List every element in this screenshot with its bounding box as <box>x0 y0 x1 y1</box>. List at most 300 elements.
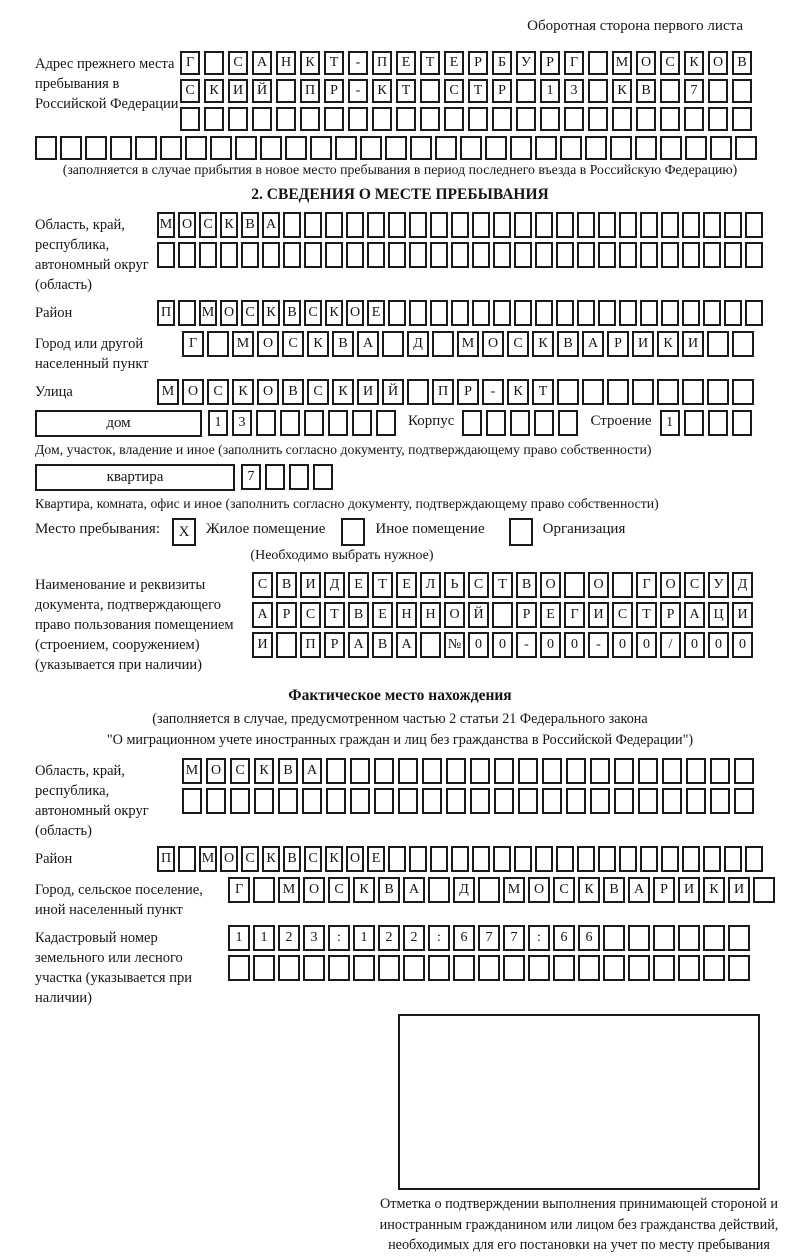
char-cell[interactable] <box>451 846 469 872</box>
char-cell[interactable] <box>514 300 532 326</box>
char-cell[interactable] <box>640 242 658 268</box>
char-cell[interactable] <box>199 242 217 268</box>
char-cell[interactable] <box>446 788 466 814</box>
char-cell[interactable]: П <box>157 300 175 326</box>
char-cell[interactable] <box>640 212 658 238</box>
char-cell[interactable] <box>534 410 554 436</box>
char-cell[interactable]: С <box>241 300 259 326</box>
char-cell[interactable] <box>638 758 658 784</box>
char-cell[interactable] <box>590 758 610 784</box>
char-cell[interactable] <box>420 79 440 103</box>
char-cell[interactable]: Д <box>732 572 753 598</box>
char-cell[interactable]: - <box>482 379 504 405</box>
char-cell[interactable] <box>446 758 466 784</box>
char-cell[interactable] <box>710 758 730 784</box>
char-cell[interactable] <box>732 331 754 357</box>
char-cell[interactable]: 7 <box>478 925 500 951</box>
char-cell[interactable] <box>577 212 595 238</box>
char-cell[interactable]: И <box>632 331 654 357</box>
char-cell[interactable] <box>588 51 608 75</box>
char-cell[interactable] <box>707 379 729 405</box>
char-cell[interactable]: А <box>582 331 604 357</box>
char-cell[interactable] <box>510 410 530 436</box>
char-cell[interactable]: Г <box>228 877 250 903</box>
char-cell[interactable] <box>325 212 343 238</box>
char-cell[interactable]: Й <box>382 379 404 405</box>
char-cell[interactable] <box>662 788 682 814</box>
char-cell[interactable] <box>577 300 595 326</box>
char-cell[interactable] <box>420 107 440 131</box>
char-cell[interactable] <box>493 846 511 872</box>
char-cell[interactable]: П <box>300 632 321 658</box>
char-cell[interactable]: 0 <box>684 632 705 658</box>
char-cell[interactable] <box>451 242 469 268</box>
char-cell[interactable] <box>516 79 536 103</box>
char-cell[interactable] <box>325 242 343 268</box>
char-cell[interactable]: В <box>283 300 301 326</box>
char-cell[interactable]: П <box>372 51 392 75</box>
char-cell[interactable] <box>253 877 275 903</box>
char-cell[interactable]: Е <box>367 846 385 872</box>
char-cell[interactable] <box>685 136 707 160</box>
char-cell[interactable] <box>492 107 512 131</box>
char-cell[interactable]: Г <box>182 331 204 357</box>
char-cell[interactable]: Р <box>653 877 675 903</box>
char-cell[interactable]: М <box>157 212 175 238</box>
char-cell[interactable] <box>745 846 763 872</box>
char-cell[interactable] <box>732 379 754 405</box>
char-cell[interactable]: Г <box>564 602 585 628</box>
char-cell[interactable] <box>210 136 232 160</box>
char-cell[interactable] <box>492 602 513 628</box>
char-cell[interactable] <box>260 136 282 160</box>
char-cell[interactable] <box>598 212 616 238</box>
char-cell[interactable]: Е <box>367 300 385 326</box>
char-cell[interactable]: С <box>282 331 304 357</box>
char-cell[interactable] <box>460 136 482 160</box>
char-cell[interactable] <box>612 572 633 598</box>
char-cell[interactable] <box>703 242 721 268</box>
char-cell[interactable] <box>614 788 634 814</box>
char-cell[interactable] <box>409 846 427 872</box>
char-cell[interactable]: С <box>468 572 489 598</box>
char-cell[interactable]: Е <box>444 51 464 75</box>
char-cell[interactable] <box>588 107 608 131</box>
char-cell[interactable]: К <box>532 331 554 357</box>
char-cell[interactable]: К <box>325 300 343 326</box>
char-cell[interactable] <box>265 464 285 490</box>
apartment-type-box[interactable]: квартира <box>35 464 235 491</box>
char-cell[interactable]: К <box>232 379 254 405</box>
char-cell[interactable] <box>353 955 375 981</box>
char-cell[interactable] <box>662 758 682 784</box>
char-cell[interactable] <box>280 410 300 436</box>
organization-checkbox[interactable] <box>509 518 533 546</box>
char-cell[interactable] <box>703 212 721 238</box>
char-cell[interactable] <box>160 136 182 160</box>
char-cell[interactable]: - <box>348 51 368 75</box>
char-cell[interactable]: О <box>220 300 238 326</box>
char-cell[interactable] <box>703 300 721 326</box>
char-cell[interactable] <box>556 846 574 872</box>
char-cell[interactable]: И <box>228 79 248 103</box>
char-cell[interactable] <box>566 788 586 814</box>
char-cell[interactable]: В <box>276 572 297 598</box>
char-cell[interactable] <box>734 788 754 814</box>
char-cell[interactable]: К <box>325 846 343 872</box>
char-cell[interactable]: О <box>588 572 609 598</box>
char-cell[interactable] <box>560 136 582 160</box>
char-cell[interactable]: 0 <box>708 632 729 658</box>
char-cell[interactable]: 3 <box>232 410 252 436</box>
char-cell[interactable] <box>256 410 276 436</box>
char-cell[interactable]: О <box>540 572 561 598</box>
char-cell[interactable] <box>346 212 364 238</box>
char-cell[interactable]: Р <box>540 51 560 75</box>
char-cell[interactable] <box>661 212 679 238</box>
char-cell[interactable] <box>619 300 637 326</box>
char-cell[interactable]: В <box>283 846 301 872</box>
char-cell[interactable]: Г <box>564 51 584 75</box>
char-cell[interactable]: Е <box>396 572 417 598</box>
char-cell[interactable] <box>528 955 550 981</box>
char-cell[interactable] <box>472 212 490 238</box>
char-cell[interactable]: С <box>228 51 248 75</box>
char-cell[interactable]: Р <box>607 331 629 357</box>
char-cell[interactable]: Б <box>492 51 512 75</box>
char-cell[interactable]: Т <box>420 51 440 75</box>
char-cell[interactable] <box>707 331 729 357</box>
char-cell[interactable] <box>494 788 514 814</box>
char-cell[interactable]: 1 <box>540 79 560 103</box>
char-cell[interactable]: 3 <box>564 79 584 103</box>
char-cell[interactable]: В <box>332 331 354 357</box>
char-cell[interactable]: К <box>307 331 329 357</box>
char-cell[interactable] <box>708 410 728 436</box>
char-cell[interactable] <box>235 136 257 160</box>
char-cell[interactable] <box>732 79 752 103</box>
char-cell[interactable] <box>628 925 650 951</box>
char-cell[interactable] <box>178 242 196 268</box>
residential-checkbox[interactable]: X <box>172 518 196 546</box>
char-cell[interactable] <box>398 788 418 814</box>
char-cell[interactable] <box>486 410 506 436</box>
char-cell[interactable]: - <box>348 79 368 103</box>
char-cell[interactable]: Т <box>372 572 393 598</box>
char-cell[interactable]: В <box>603 877 625 903</box>
char-cell[interactable] <box>708 79 728 103</box>
char-cell[interactable] <box>204 51 224 75</box>
char-cell[interactable] <box>180 107 200 131</box>
char-cell[interactable] <box>388 212 406 238</box>
char-cell[interactable] <box>535 846 553 872</box>
char-cell[interactable] <box>684 410 704 436</box>
char-cell[interactable] <box>535 212 553 238</box>
char-cell[interactable]: 0 <box>492 632 513 658</box>
char-cell[interactable] <box>577 242 595 268</box>
char-cell[interactable]: К <box>372 79 392 103</box>
char-cell[interactable]: С <box>241 846 259 872</box>
char-cell[interactable]: А <box>684 602 705 628</box>
char-cell[interactable] <box>535 136 557 160</box>
char-cell[interactable] <box>398 758 418 784</box>
char-cell[interactable]: О <box>178 212 196 238</box>
char-cell[interactable]: Г <box>636 572 657 598</box>
char-cell[interactable] <box>478 955 500 981</box>
char-cell[interactable]: А <box>302 758 322 784</box>
char-cell[interactable] <box>385 136 407 160</box>
char-cell[interactable] <box>374 758 394 784</box>
char-cell[interactable] <box>360 136 382 160</box>
char-cell[interactable]: К <box>353 877 375 903</box>
char-cell[interactable] <box>388 846 406 872</box>
char-cell[interactable] <box>686 788 706 814</box>
char-cell[interactable]: 1 <box>353 925 375 951</box>
char-cell[interactable] <box>352 410 372 436</box>
char-cell[interactable] <box>703 955 725 981</box>
char-cell[interactable] <box>603 955 625 981</box>
char-cell[interactable]: Р <box>457 379 479 405</box>
char-cell[interactable] <box>283 212 301 238</box>
char-cell[interactable]: С <box>304 300 322 326</box>
char-cell[interactable]: Е <box>540 602 561 628</box>
char-cell[interactable]: О <box>346 300 364 326</box>
char-cell[interactable] <box>728 925 750 951</box>
char-cell[interactable]: Р <box>516 602 537 628</box>
char-cell[interactable] <box>430 300 448 326</box>
char-cell[interactable] <box>428 955 450 981</box>
char-cell[interactable] <box>553 955 575 981</box>
char-cell[interactable]: Р <box>324 632 345 658</box>
char-cell[interactable] <box>728 955 750 981</box>
char-cell[interactable] <box>472 846 490 872</box>
char-cell[interactable]: И <box>732 602 753 628</box>
char-cell[interactable] <box>276 107 296 131</box>
char-cell[interactable]: О <box>444 602 465 628</box>
char-cell[interactable]: Е <box>396 51 416 75</box>
char-cell[interactable] <box>388 242 406 268</box>
char-cell[interactable] <box>598 242 616 268</box>
char-cell[interactable] <box>660 79 680 103</box>
char-cell[interactable] <box>372 107 392 131</box>
char-cell[interactable]: Д <box>407 331 429 357</box>
char-cell[interactable]: В <box>278 758 298 784</box>
char-cell[interactable]: 0 <box>564 632 585 658</box>
char-cell[interactable] <box>304 212 322 238</box>
char-cell[interactable] <box>453 955 475 981</box>
char-cell[interactable] <box>60 136 82 160</box>
char-cell[interactable] <box>564 107 584 131</box>
char-cell[interactable]: Т <box>324 602 345 628</box>
char-cell[interactable]: 6 <box>553 925 575 951</box>
char-cell[interactable]: А <box>252 51 272 75</box>
char-cell[interactable] <box>432 331 454 357</box>
char-cell[interactable] <box>556 300 574 326</box>
char-cell[interactable] <box>409 300 427 326</box>
char-cell[interactable]: И <box>682 331 704 357</box>
char-cell[interactable] <box>598 300 616 326</box>
char-cell[interactable] <box>753 877 775 903</box>
char-cell[interactable]: О <box>182 379 204 405</box>
char-cell[interactable] <box>653 925 675 951</box>
char-cell[interactable]: О <box>660 572 681 598</box>
char-cell[interactable]: - <box>588 632 609 658</box>
char-cell[interactable] <box>185 136 207 160</box>
char-cell[interactable] <box>514 242 532 268</box>
char-cell[interactable] <box>518 758 538 784</box>
char-cell[interactable]: 0 <box>636 632 657 658</box>
char-cell[interactable] <box>346 242 364 268</box>
char-cell[interactable]: 1 <box>208 410 228 436</box>
char-cell[interactable] <box>542 788 562 814</box>
char-cell[interactable] <box>182 788 202 814</box>
char-cell[interactable]: / <box>660 632 681 658</box>
char-cell[interactable] <box>430 212 448 238</box>
char-cell[interactable] <box>734 758 754 784</box>
char-cell[interactable]: 6 <box>578 925 600 951</box>
char-cell[interactable] <box>493 300 511 326</box>
char-cell[interactable] <box>302 788 322 814</box>
char-cell[interactable]: С <box>230 758 250 784</box>
char-cell[interactable]: И <box>300 572 321 598</box>
char-cell[interactable]: № <box>444 632 465 658</box>
char-cell[interactable]: И <box>357 379 379 405</box>
char-cell[interactable] <box>472 300 490 326</box>
char-cell[interactable]: О <box>257 379 279 405</box>
char-cell[interactable]: С <box>300 602 321 628</box>
char-cell[interactable] <box>422 758 442 784</box>
char-cell[interactable] <box>661 242 679 268</box>
char-cell[interactable] <box>732 107 752 131</box>
char-cell[interactable] <box>557 379 579 405</box>
char-cell[interactable] <box>276 632 297 658</box>
char-cell[interactable]: В <box>241 212 259 238</box>
char-cell[interactable] <box>603 925 625 951</box>
char-cell[interactable]: - <box>516 632 537 658</box>
char-cell[interactable] <box>510 136 532 160</box>
char-cell[interactable] <box>585 136 607 160</box>
char-cell[interactable] <box>535 242 553 268</box>
char-cell[interactable] <box>285 136 307 160</box>
char-cell[interactable] <box>710 136 732 160</box>
char-cell[interactable]: : <box>428 925 450 951</box>
char-cell[interactable] <box>678 925 700 951</box>
char-cell[interactable] <box>220 242 238 268</box>
char-cell[interactable]: И <box>252 632 273 658</box>
char-cell[interactable]: П <box>157 846 175 872</box>
char-cell[interactable] <box>204 107 224 131</box>
char-cell[interactable] <box>289 464 309 490</box>
char-cell[interactable]: Р <box>324 79 344 103</box>
char-cell[interactable] <box>724 242 742 268</box>
char-cell[interactable]: С <box>304 846 322 872</box>
char-cell[interactable] <box>462 410 482 436</box>
char-cell[interactable]: Е <box>372 602 393 628</box>
char-cell[interactable]: 1 <box>660 410 680 436</box>
char-cell[interactable]: В <box>732 51 752 75</box>
char-cell[interactable]: К <box>204 79 224 103</box>
char-cell[interactable]: С <box>207 379 229 405</box>
char-cell[interactable] <box>556 242 574 268</box>
char-cell[interactable]: Ц <box>708 602 729 628</box>
char-cell[interactable]: К <box>332 379 354 405</box>
char-cell[interactable] <box>326 788 346 814</box>
char-cell[interactable] <box>304 242 322 268</box>
char-cell[interactable] <box>745 242 763 268</box>
char-cell[interactable] <box>619 212 637 238</box>
char-cell[interactable]: Т <box>468 79 488 103</box>
char-cell[interactable]: Й <box>252 79 272 103</box>
char-cell[interactable] <box>514 846 532 872</box>
char-cell[interactable]: С <box>553 877 575 903</box>
char-cell[interactable]: К <box>657 331 679 357</box>
char-cell[interactable] <box>619 242 637 268</box>
char-cell[interactable]: С <box>307 379 329 405</box>
char-cell[interactable] <box>252 107 272 131</box>
char-cell[interactable]: И <box>728 877 750 903</box>
char-cell[interactable]: И <box>588 602 609 628</box>
char-cell[interactable] <box>254 788 274 814</box>
char-cell[interactable] <box>470 788 490 814</box>
char-cell[interactable] <box>328 955 350 981</box>
char-cell[interactable]: Т <box>636 602 657 628</box>
char-cell[interactable] <box>310 136 332 160</box>
char-cell[interactable]: Е <box>348 572 369 598</box>
char-cell[interactable] <box>682 242 700 268</box>
char-cell[interactable]: П <box>300 79 320 103</box>
char-cell[interactable]: М <box>457 331 479 357</box>
char-cell[interactable]: Т <box>492 572 513 598</box>
char-cell[interactable]: С <box>199 212 217 238</box>
char-cell[interactable] <box>230 788 250 814</box>
char-cell[interactable] <box>304 410 324 436</box>
char-cell[interactable] <box>241 242 259 268</box>
char-cell[interactable] <box>444 107 464 131</box>
char-cell[interactable]: О <box>257 331 279 357</box>
char-cell[interactable] <box>403 955 425 981</box>
char-cell[interactable]: 0 <box>540 632 561 658</box>
char-cell[interactable]: О <box>528 877 550 903</box>
char-cell[interactable] <box>300 107 320 131</box>
char-cell[interactable]: 0 <box>468 632 489 658</box>
char-cell[interactable]: 2 <box>403 925 425 951</box>
char-cell[interactable]: К <box>612 79 632 103</box>
char-cell[interactable]: К <box>578 877 600 903</box>
char-cell[interactable] <box>735 136 757 160</box>
char-cell[interactable]: 2 <box>278 925 300 951</box>
char-cell[interactable] <box>326 758 346 784</box>
house-type-box[interactable]: дом <box>35 410 202 437</box>
char-cell[interactable]: 0 <box>732 632 753 658</box>
char-cell[interactable] <box>278 955 300 981</box>
char-cell[interactable] <box>745 212 763 238</box>
char-cell[interactable] <box>660 107 680 131</box>
char-cell[interactable]: С <box>180 79 200 103</box>
char-cell[interactable] <box>430 846 448 872</box>
char-cell[interactable]: У <box>708 572 729 598</box>
char-cell[interactable] <box>588 79 608 103</box>
char-cell[interactable]: С <box>660 51 680 75</box>
char-cell[interactable] <box>396 107 416 131</box>
char-cell[interactable] <box>378 955 400 981</box>
char-cell[interactable]: В <box>636 79 656 103</box>
char-cell[interactable] <box>678 955 700 981</box>
char-cell[interactable]: М <box>278 877 300 903</box>
char-cell[interactable] <box>619 846 637 872</box>
char-cell[interactable] <box>682 846 700 872</box>
char-cell[interactable] <box>578 955 600 981</box>
char-cell[interactable]: С <box>444 79 464 103</box>
